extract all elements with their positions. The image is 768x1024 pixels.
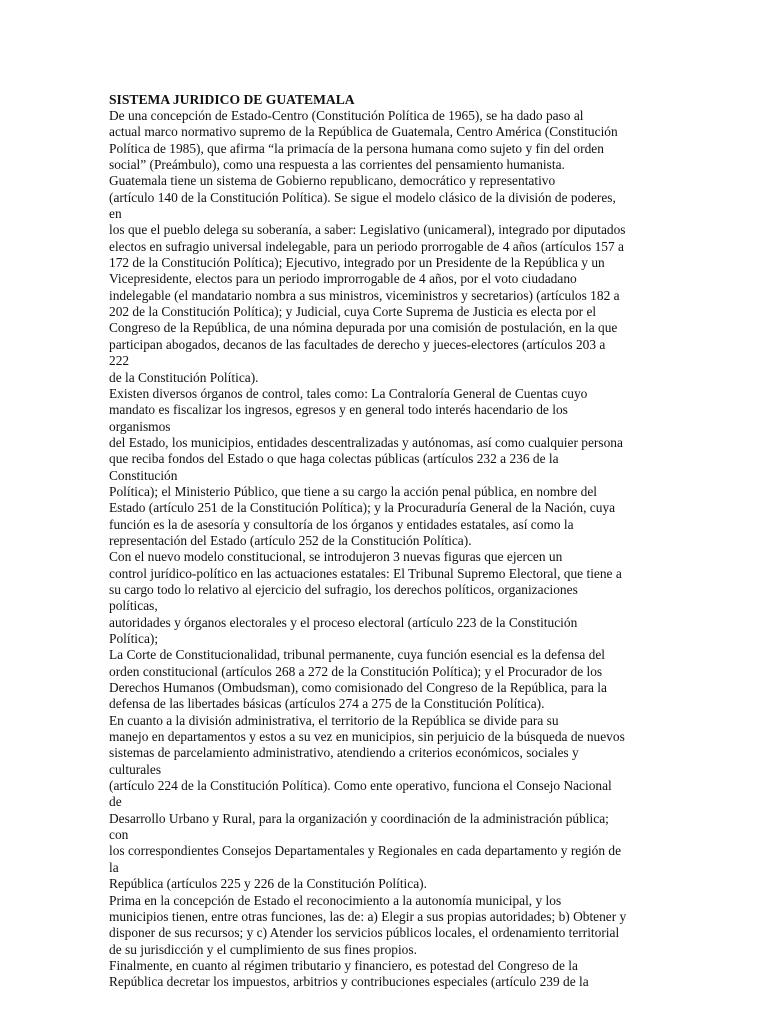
text-line: Prima en la concepción de Estado el reconocimiento a la autonomía municipal, y los <box>109 892 562 908</box>
text-line: indelegable (el mandatario nombra a sus ministros, viceministros y secretarios) (artículos 182 a <box>109 287 620 303</box>
text-line: Desarrollo Urbano y Rural, para la organización y coordinación de la administración pública; <box>109 810 609 826</box>
text-line: los correspondientes Consejos Departamentales y Regionales en cada departamento y región de <box>109 843 622 859</box>
text-line: sistemas de parcelamiento administrativo, atendiendo a criterios económicos, sociales y <box>109 745 579 761</box>
text-line: Estado (artículo 251 de la Constitución Política); y la Procuraduría General de la Nación, cuya <box>109 500 616 516</box>
text-line: de <box>109 794 122 810</box>
text-line: autoridades y órganos electorales y el proceso electoral (artículo 223 de la Constitución <box>109 614 578 630</box>
text-line: República (artículos 225 y 226 de la Constitución Política). <box>109 876 427 892</box>
text-line: De una concepción de Estado-Centro (Constitución Política de 1965), se ha dado paso al <box>109 108 584 123</box>
text-line: En cuanto a la división administrativa, el territorio de la República se divide para su <box>109 712 559 728</box>
text-line: social” (Preámbulo), como una respuesta a las corrientes del pensamiento humanista. <box>109 157 565 173</box>
text-line: disponer de sus recursos; y c) Atender los servicios públicos locales, el ordenamiento territorial <box>109 925 620 941</box>
text-line: los que el pueblo delega su soberanía, a saber: Legislativo (unicameral), integrado por diputados <box>109 222 626 238</box>
text-line: de la Constitución Política). <box>109 369 259 385</box>
text-line: mandato es fiscalizar los ingresos, egresos y en general todo interés hacendario de los <box>109 402 568 418</box>
text-line: orden constitucional (artículos 268 a 272 de la Constitución Política); y el Procurador de los <box>109 663 603 679</box>
text-line: La Corte de Constitucionalidad, tribunal permanente, cuya función esencial es la defensa del <box>109 647 606 663</box>
text-line: 202 de la Constitución Política); y Judicial, cuya Corte Suprema de Justicia es electa por el <box>109 304 597 320</box>
text-line: que reciba fondos del Estado o que haga colectas públicas (artículos 232 a 236 de la <box>109 451 559 467</box>
document-page <box>109 92 661 991</box>
text-line: Vicepresidente, electos para un periodo improrrogable de 4 años, por el voto ciudadano <box>109 271 577 287</box>
text-line: Guatemala tiene un sistema de Gobierno republicano, democrático y representativo <box>109 173 556 189</box>
text-line: la <box>109 859 119 875</box>
text-line: Derechos Humanos (Ombudsman), como comisionado del Congreso de la República, para la <box>109 680 607 696</box>
document-body <box>109 108 661 991</box>
text-line: 172 de la Constitución Política); Ejecutivo, integrado por un Presidente de la República y un <box>109 255 605 271</box>
text-line: en <box>109 206 122 222</box>
text-line: función es la de asesoría y consultoría de los órganos y entidades estatales, así como la <box>109 516 574 532</box>
text-line: Con el nuevo modelo constitucional, se introdujeron 3 nuevas figuras que ejercen un <box>109 549 563 565</box>
text-line: 222 <box>109 353 130 369</box>
text-line: Existen diversos órganos de control, tales como: La Contraloría General de Cuentas cuyo <box>109 385 588 401</box>
text-line: participan abogados, decanos de las facultades de derecho y jueces-electores (artículos 203 a <box>109 336 606 352</box>
text-line: Finalmente, en cuanto al régimen tributario y financiero, es potestad del Congreso de la <box>109 957 578 973</box>
text-line: manejo en departamentos y estos a su vez en municipios, sin perjuicio de la búsqueda de nuevos <box>109 729 625 745</box>
text-line: Congreso de la República, de una nómina depurada por una comisión de postulación, en la que <box>109 320 618 336</box>
text-line: control jurídico-político en las actuaciones estatales: El Tribunal Supremo Electoral, que tiene a <box>109 565 622 581</box>
text-line: actual marco normativo supremo de la República de Guatemala, Centro América (Constitución <box>109 124 618 140</box>
text-line: organismos <box>109 418 171 434</box>
text-line: Constitución <box>109 467 178 483</box>
text-line: de su jurisdicción y el cumplimiento de sus fines propios. <box>109 941 417 957</box>
text-line: Política de 1985), que afirma “la primacía de la persona humana como sujeto y fin del orden <box>109 140 604 156</box>
text-line: (artículo 140 de la Constitución Política). Se sigue el modelo clásico de la división de poderes, <box>109 189 616 205</box>
text-line: República decretar los impuestos, arbitrios y contribuciones especiales (artículo 239 de la <box>109 974 589 990</box>
text-line: su cargo todo lo relativo al ejercicio del sufragio, los derechos políticos, organizaciones <box>109 581 578 597</box>
text-line: electos en sufragio universal indelegable, para un periodo prorrogable de 4 años (artículos 157 a <box>109 238 624 254</box>
text-line: políticas, <box>109 598 158 614</box>
text-line: representación del Estado (artículo 252 de la Constitución Política). <box>109 532 472 548</box>
text-line: Política); el Ministerio Público, que tiene a su cargo la acción penal pública, en nombre del <box>109 483 597 499</box>
text-line: (artículo 224 de la Constitución Política). Como ente operativo, funciona el Consejo Nacional <box>109 778 612 794</box>
text-line: Política); <box>109 631 159 646</box>
text-line: con <box>109 827 129 843</box>
text-line: defensa de las libertades básicas (artículos 274 a 275 de la Constitución Política). <box>109 696 545 712</box>
text-line: del Estado, los municipios, entidades descentralizadas y autónomas, así como cualquier persona <box>109 434 623 450</box>
text-line: municipios tienen, entre otras funciones, las de: a) Elegir a sus propias autoridades; b) Obtener y <box>109 908 627 924</box>
text-line: culturales <box>109 761 162 777</box>
document-title: SISTEMA JURIDICO DE GUATEMALA <box>109 92 355 107</box>
